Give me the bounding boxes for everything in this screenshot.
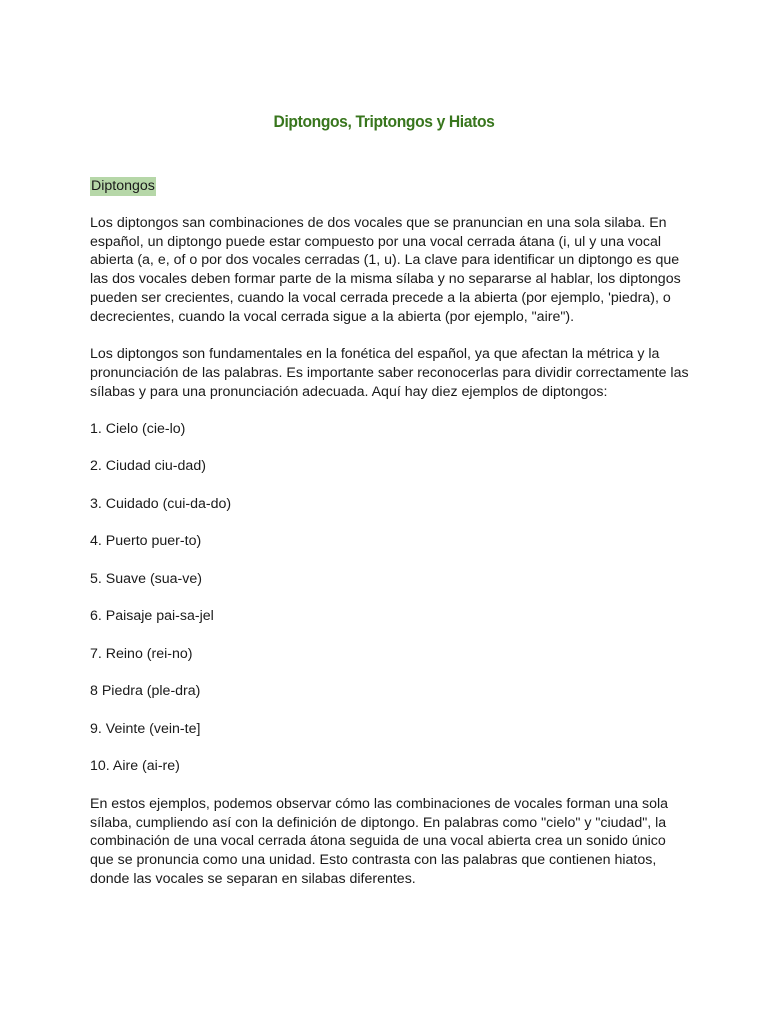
examples-list	[90, 420, 690, 776]
intro-paragraph-2: Los diptongos son fundamentales en la fonética del español, ya que afectan la métrica y la pronunciación de las palabras. Es importante saber reconocerlas para dividir correctamente las sílabas y para una pronunciación adecuada. Aquí hay diez ejemplos de diptongos:	[90, 346, 689, 400]
list-item: 2. Ciudad ciu-dad)	[90, 458, 206, 475]
list-item: 3. Cuidado (cui-da-do)	[90, 495, 232, 512]
list-item: 10. Aire (ai-re)	[90, 758, 180, 775]
section-heading-wrapper	[90, 177, 690, 196]
list-item: 1. Cielo (cie-lo)	[90, 420, 186, 437]
list-item: 5. Suave (sua-ve)	[90, 570, 202, 587]
closing-paragraph: En estos ejemplos, podemos observar cómo las combinaciones de vocales forman una sola sílaba, cumpliendo así con la definición de diptongo. En palabras como "cielo" y "ciudad", la combinación de una vocal cerrada átona seguida de una vocal abierta crea un sonido único que se pronuncia como una unidad. Esto contrasta con las palabras que contienen hiatos, donde las vocales se separan en silabas diferentes.	[90, 795, 669, 887]
section-heading: Diptongos	[91, 178, 155, 194]
document-body	[90, 177, 690, 907]
intro-paragraph-1: Los diptongos san combinaciones de dos vocales que se pranuncian en una sola silaba. En español, un diptongo puede estar compuesto por una vocal cerrada átana (i, ul y una vocal abierta (a, e, of o por dos vocales cerradas (1, u). La clave para identificar un diptongo es que las dos vocales deben formar parte de la misma sílaba y no separarse al hablar, los diptongos pueden ser crecientes, cuando la vocal cerrada precede a la abierta (por ejemplo, 'piedra), o decrecientes, cuando la vocal cerrada sigue a la abierta (por ejemplo, "aire").	[90, 214, 681, 325]
document-title: Diptongos, Triptongos y Hiatos	[273, 112, 495, 131]
list-item: 4. Puerto puer-to)	[90, 533, 202, 550]
list-item: 7. Reino (rei-no)	[90, 645, 193, 662]
list-item: 6. Paisaje pai-sa-jel	[90, 608, 214, 625]
list-item: 8 Piedra (ple-dra)	[90, 683, 201, 700]
list-item: 9. Veinte (vein-te]	[90, 720, 201, 737]
